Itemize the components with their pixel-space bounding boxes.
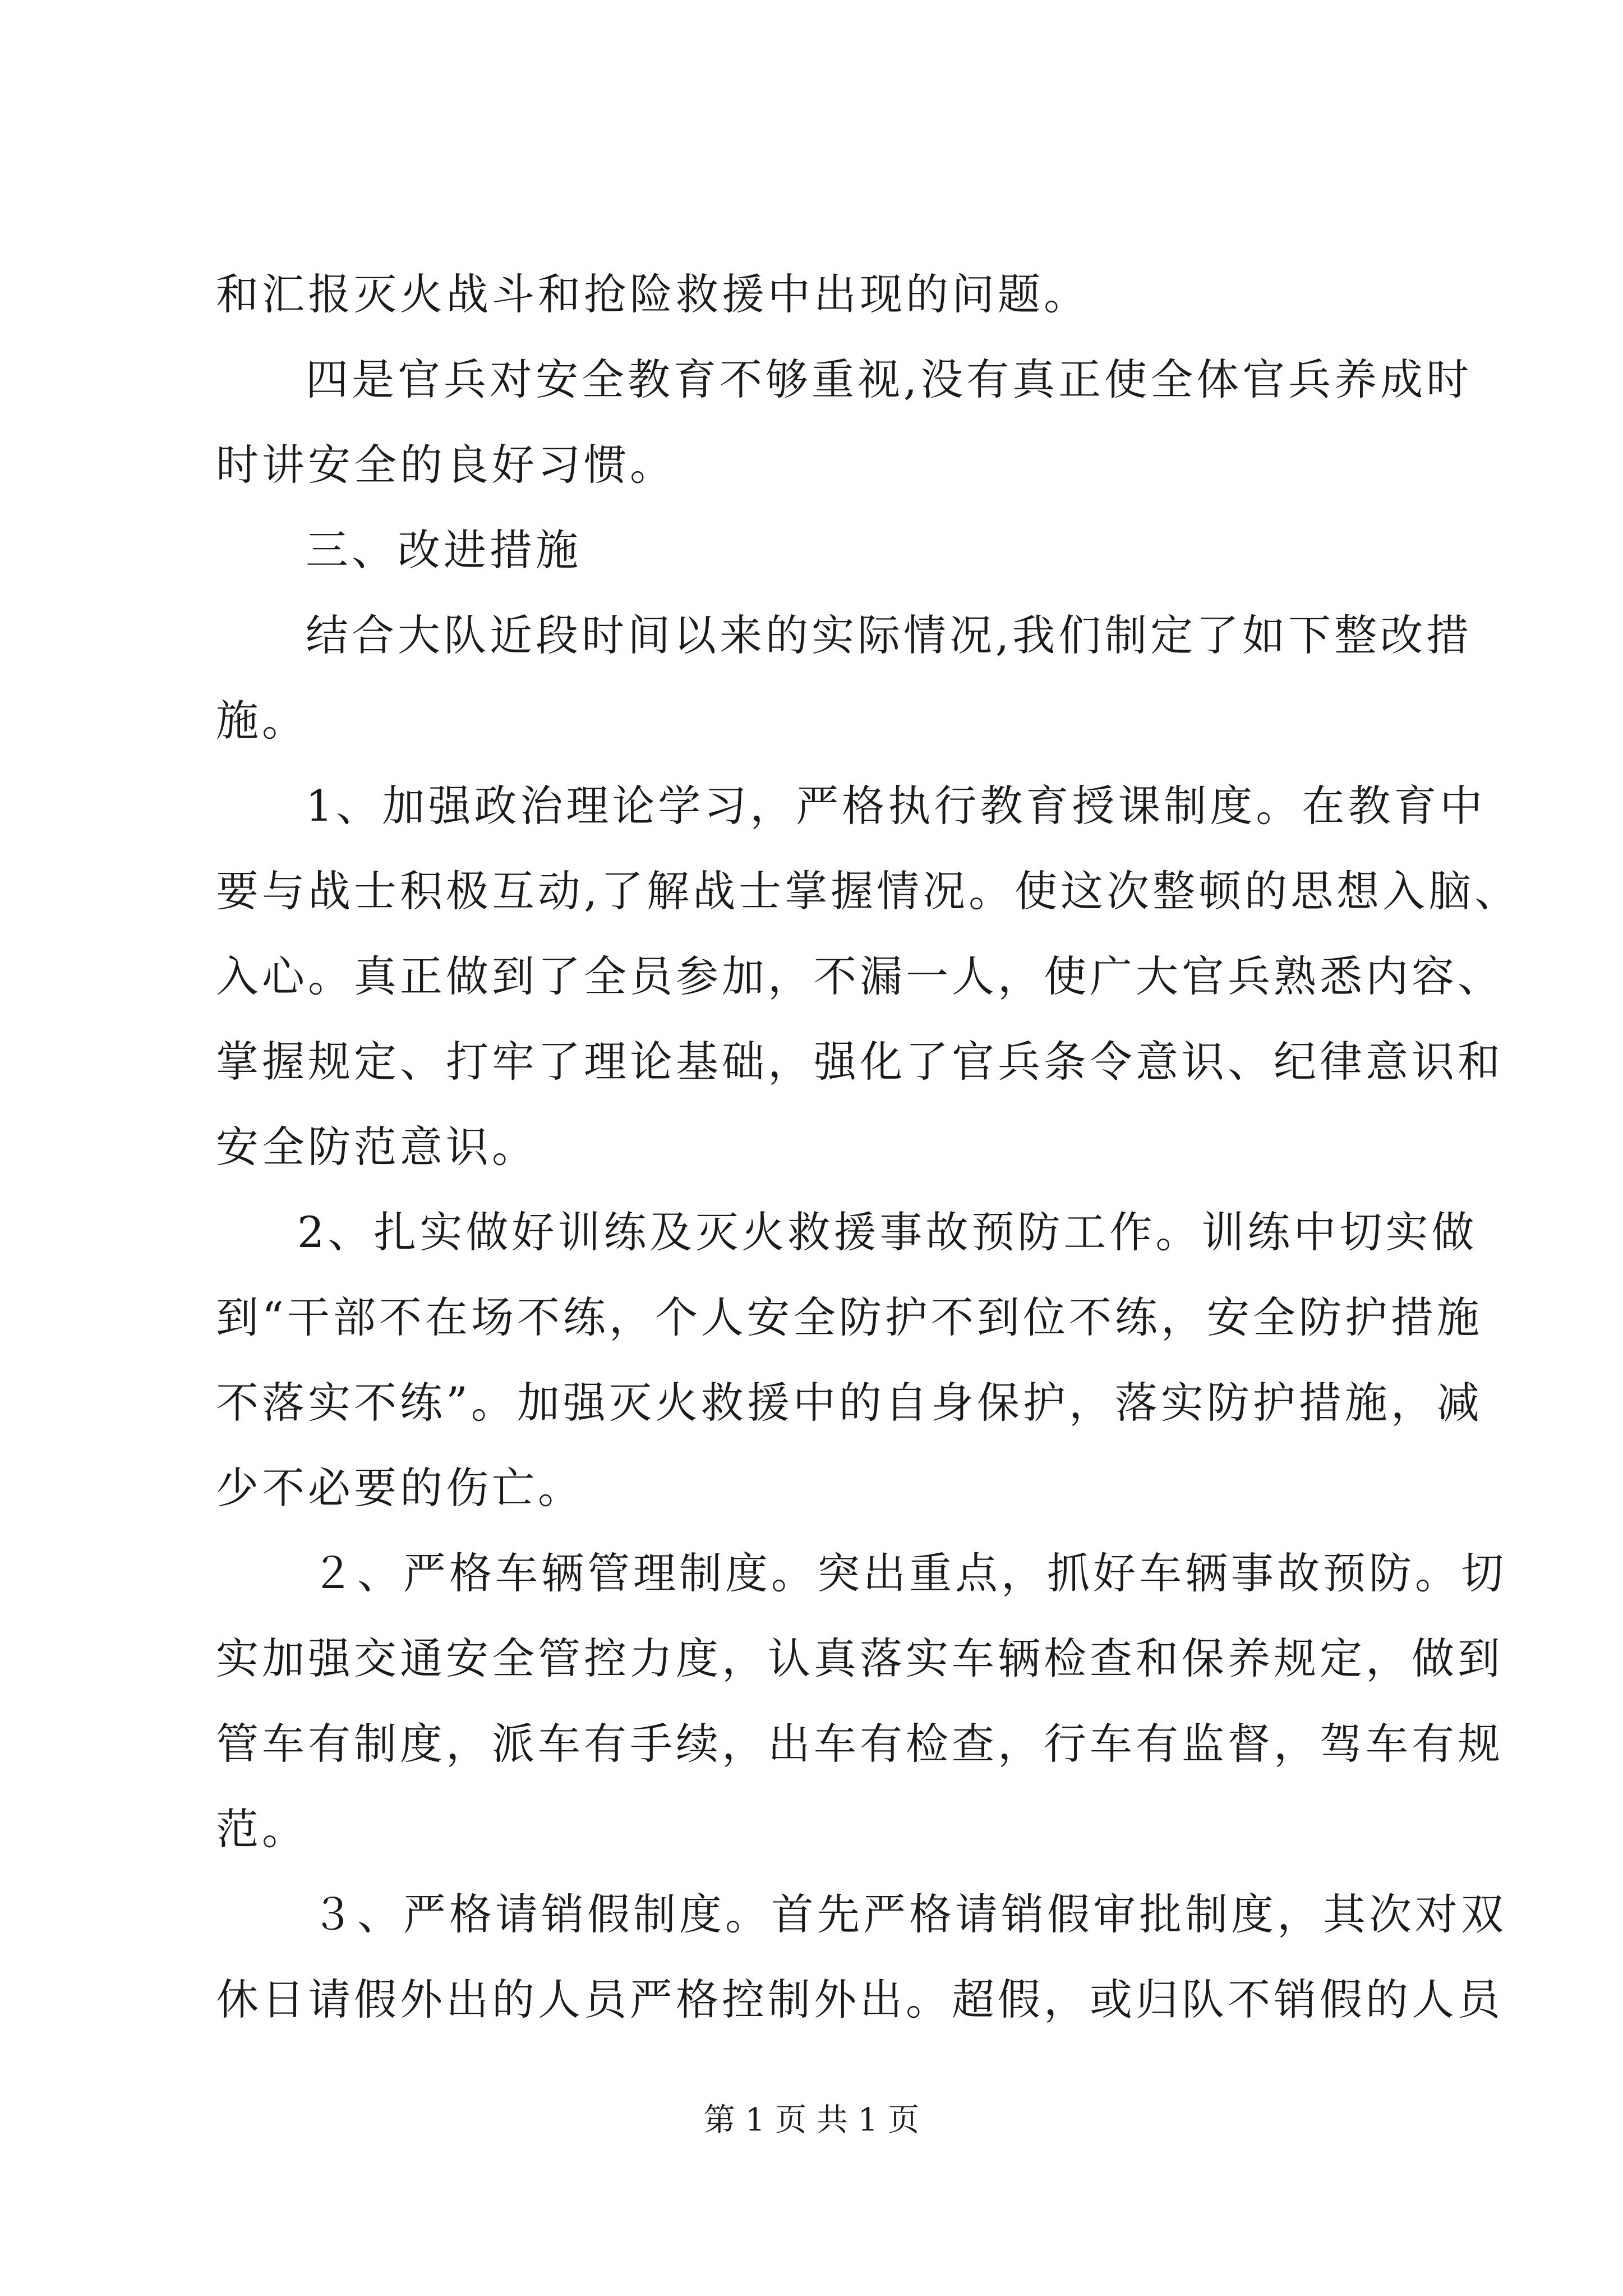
section-heading: 三、改进措施: [306, 525, 582, 575]
text-line-11: 安全防范意识。: [216, 1122, 538, 1172]
text-line-1: 和汇报灭火战斗和抢险救援中出现的问题。: [216, 269, 1090, 319]
text-line-9: 入心。真正做到了全员参加，不漏一人，使广大官兵熟悉内容、: [216, 951, 1504, 1001]
text-line-13: 到“干部不在场不练，个人安全防护不到位不练，安全防护措施: [216, 1292, 1483, 1342]
text-line-6: 施。: [216, 696, 308, 746]
text-line-19: 范。: [216, 1804, 308, 1854]
text-line-5: 结合大队近段时间以来的实际情况,我们制定了如下整改措: [306, 610, 1473, 660]
text-line-7: 1、加强政治理论学习，严格执行教育授课制度。在教育中: [306, 781, 1486, 831]
text-line-17: 实加强交通安全管控力度，认真落实车辆检查和保养规定，做到: [216, 1634, 1504, 1683]
text-line-14: 不落实不练”。加强灭火救援中的自身保护，落实防护措施，减: [216, 1378, 1483, 1428]
text-line-21: 休日请假外出的人员严格控制外出。超假，或归队不销假的人员: [216, 1975, 1504, 2024]
text-line-10: 掌握规定、打牢了理论基础，强化了官兵条令意识、纪律意识和: [216, 1037, 1504, 1087]
text-line-20: ３、严格请销假制度。首先严格请销假审批制度，其次对双: [311, 1889, 1507, 1939]
text-line-2: 四是官兵对安全教育不够重视,没有真正使全体官兵养成时: [306, 355, 1473, 404]
text-line-3: 时讲安全的良好习惯。: [216, 440, 676, 490]
text-line-15: 少不必要的伤亡。: [216, 1463, 584, 1513]
text-line-12: 2、扎实做好训练及灭火救援事故预防工作。训练中切实做: [297, 1207, 1478, 1257]
text-line-8: 要与战士积极互动,了解战士掌握情况。使这次整顿的思想入脑、: [216, 866, 1521, 916]
text-line-16: ２、严格车辆管理制度。突出重点，抓好车辆事故预防。切: [311, 1548, 1507, 1598]
page-footer: 第 1 页 共 1 页: [703, 2102, 920, 2138]
text-line-18: 管车有制度，派车有手续，出车有检查，行车有监督，驾车有规: [216, 1719, 1504, 1769]
